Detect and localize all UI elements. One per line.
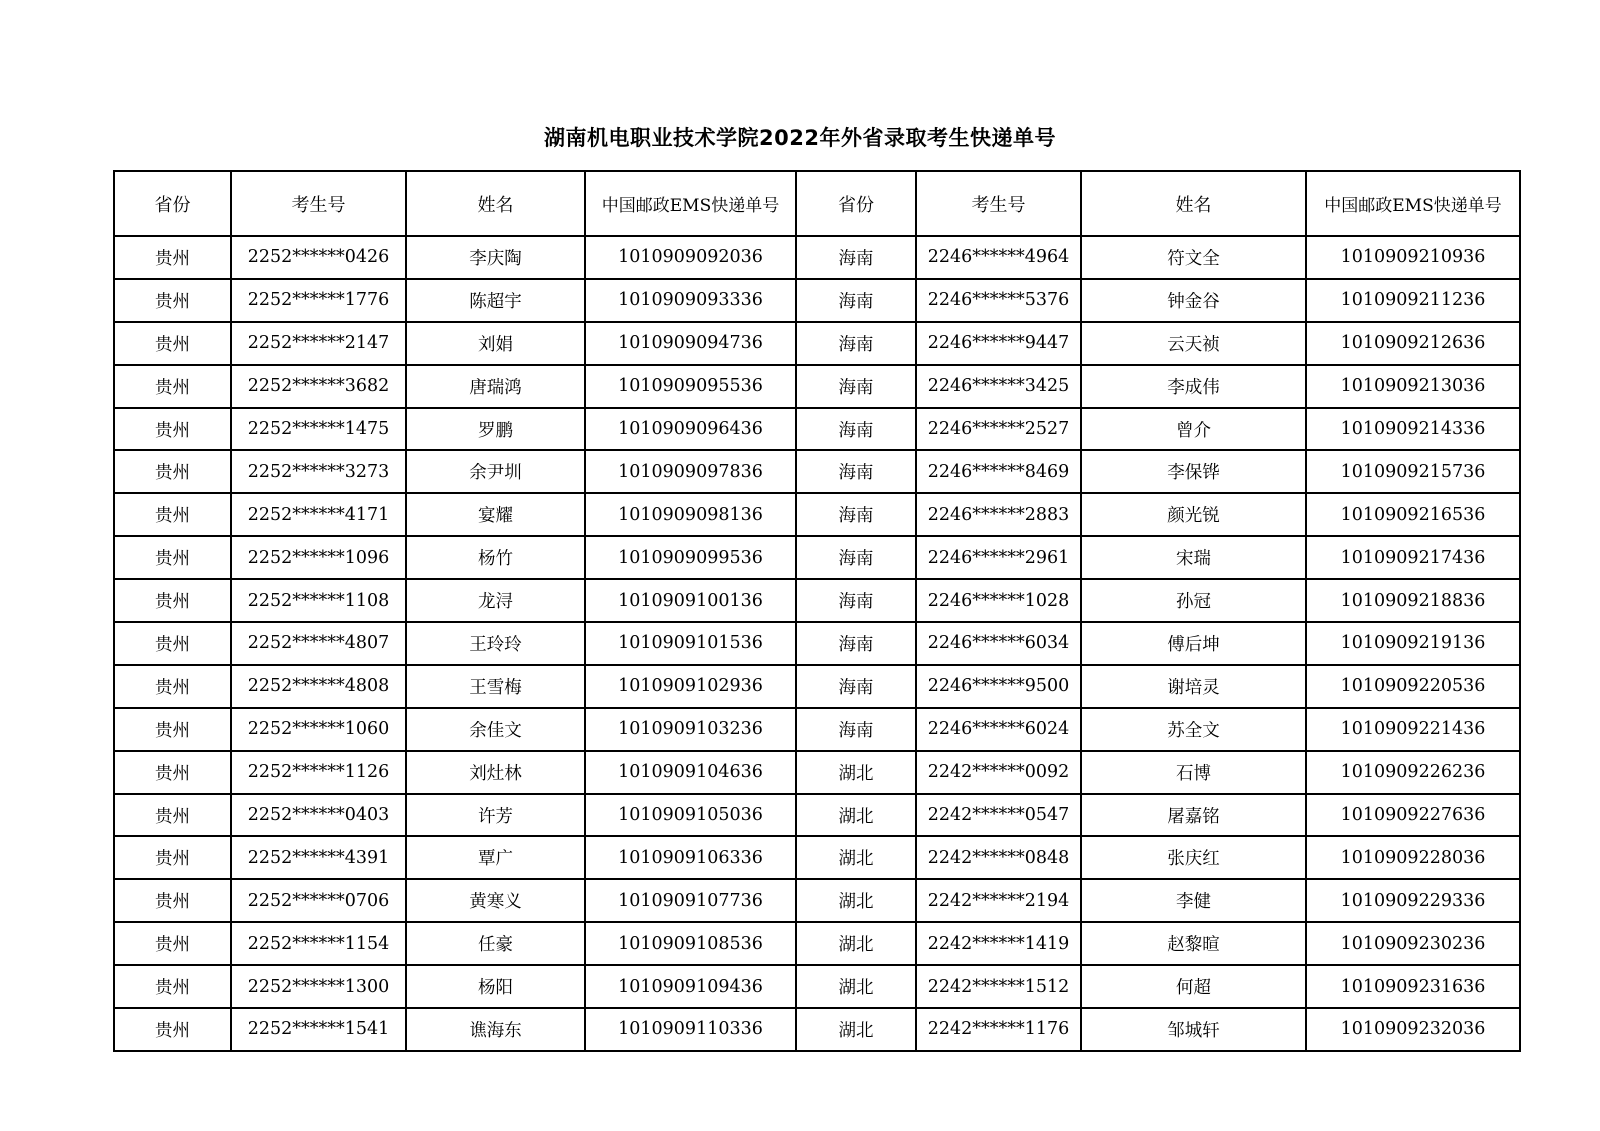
cell-ems-number: 1010909221436 — [1306, 708, 1520, 751]
cell-ems-number: 1010909110336 — [585, 1008, 796, 1051]
cell-ems-number: 1010909097836 — [585, 450, 796, 493]
cell-ems-number: 1010909229336 — [1306, 879, 1520, 922]
cell-ems-number: 1010909216536 — [1306, 493, 1520, 536]
cell-province: 湖北 — [796, 836, 916, 879]
cell-ems-number: 1010909094736 — [585, 322, 796, 365]
cell-exam-number: 2252******4808 — [231, 665, 406, 708]
cell-exam-number: 2252******4171 — [231, 493, 406, 536]
cell-province: 贵州 — [114, 708, 231, 751]
cell-name: 宋瑞 — [1081, 536, 1306, 579]
cell-exam-number: 2252******1541 — [231, 1008, 406, 1051]
cell-exam-number: 2252******4807 — [231, 622, 406, 665]
cell-name: 杨阳 — [406, 965, 585, 1008]
cell-province: 湖北 — [796, 1008, 916, 1051]
cell-ems-number: 1010909210936 — [1306, 236, 1520, 279]
cell-exam-number: 2252******0706 — [231, 879, 406, 922]
cell-exam-number: 2252******1060 — [231, 708, 406, 751]
table-row — [114, 665, 1520, 708]
table-row — [114, 408, 1520, 451]
cell-province: 海南 — [796, 408, 916, 451]
cell-exam-number: 2252******0426 — [231, 236, 406, 279]
header-ems-number: 中国邮政EMS快递单号 — [585, 171, 796, 236]
cell-ems-number: 1010909227636 — [1306, 794, 1520, 837]
cell-ems-number: 1010909218836 — [1306, 579, 1520, 622]
cell-exam-number: 2242******0547 — [916, 794, 1081, 837]
cell-name: 张庆红 — [1081, 836, 1306, 879]
cell-name: 任豪 — [406, 922, 585, 965]
cell-name: 王雪梅 — [406, 665, 585, 708]
cell-province: 海南 — [796, 450, 916, 493]
cell-exam-number: 2246******8469 — [916, 450, 1081, 493]
table-row — [114, 365, 1520, 408]
cell-name: 余佳文 — [406, 708, 585, 751]
cell-exam-number: 2252******3273 — [231, 450, 406, 493]
cell-ems-number: 1010909212636 — [1306, 322, 1520, 365]
cell-name: 石博 — [1081, 751, 1306, 794]
cell-name: 刘娟 — [406, 322, 585, 365]
cell-province: 贵州 — [114, 836, 231, 879]
cell-ems-number: 1010909092036 — [585, 236, 796, 279]
cell-ems-number: 1010909211236 — [1306, 279, 1520, 322]
cell-province: 贵州 — [114, 665, 231, 708]
table-row — [114, 879, 1520, 922]
cell-exam-number: 2246******2527 — [916, 408, 1081, 451]
cell-name: 邹城轩 — [1081, 1008, 1306, 1051]
cell-ems-number: 1010909107736 — [585, 879, 796, 922]
header-ems-number: 中国邮政EMS快递单号 — [1306, 171, 1520, 236]
table-row — [114, 1008, 1520, 1051]
cell-exam-number: 2242******0848 — [916, 836, 1081, 879]
cell-name: 云天祯 — [1081, 322, 1306, 365]
cell-province: 湖北 — [796, 751, 916, 794]
cell-ems-number: 1010909230236 — [1306, 922, 1520, 965]
table-row — [114, 536, 1520, 579]
table-row — [114, 794, 1520, 837]
table-row — [114, 322, 1520, 365]
table-row — [114, 922, 1520, 965]
cell-province: 海南 — [796, 365, 916, 408]
cell-exam-number: 2246******4964 — [916, 236, 1081, 279]
cell-ems-number: 1010909093336 — [585, 279, 796, 322]
cell-province: 海南 — [796, 579, 916, 622]
cell-ems-number: 1010909106336 — [585, 836, 796, 879]
cell-province: 贵州 — [114, 279, 231, 322]
cell-ems-number: 1010909103236 — [585, 708, 796, 751]
cell-name: 龙浔 — [406, 579, 585, 622]
cell-province: 湖北 — [796, 922, 916, 965]
cell-name: 屠嘉铭 — [1081, 794, 1306, 837]
cell-exam-number: 2246******9447 — [916, 322, 1081, 365]
table-row — [114, 493, 1520, 536]
cell-exam-number: 2246******6034 — [916, 622, 1081, 665]
cell-exam-number: 2242******1176 — [916, 1008, 1081, 1051]
cell-name: 陈超宇 — [406, 279, 585, 322]
table-row — [114, 708, 1520, 751]
cell-province: 贵州 — [114, 794, 231, 837]
cell-province: 海南 — [796, 322, 916, 365]
cell-name: 李庆陶 — [406, 236, 585, 279]
cell-exam-number: 2246******9500 — [916, 665, 1081, 708]
express-number-table — [113, 170, 1521, 1052]
cell-ems-number: 1010909232036 — [1306, 1008, 1520, 1051]
cell-province: 贵州 — [114, 450, 231, 493]
cell-province: 海南 — [796, 279, 916, 322]
cell-ems-number: 1010909104636 — [585, 751, 796, 794]
cell-province: 贵州 — [114, 1008, 231, 1051]
cell-province: 贵州 — [114, 365, 231, 408]
cell-exam-number: 2242******1419 — [916, 922, 1081, 965]
cell-exam-number: 2242******1512 — [916, 965, 1081, 1008]
header-exam-number: 考生号 — [916, 171, 1081, 236]
cell-exam-number: 2246******2961 — [916, 536, 1081, 579]
cell-name: 谯海东 — [406, 1008, 585, 1051]
cell-name: 何超 — [1081, 965, 1306, 1008]
cell-province: 海南 — [796, 493, 916, 536]
cell-name: 李成伟 — [1081, 365, 1306, 408]
table-row — [114, 450, 1520, 493]
cell-province: 贵州 — [114, 536, 231, 579]
cell-exam-number: 2252******0403 — [231, 794, 406, 837]
cell-province: 贵州 — [114, 922, 231, 965]
header-name: 姓名 — [1081, 171, 1306, 236]
cell-ems-number: 1010909108536 — [585, 922, 796, 965]
cell-province: 贵州 — [114, 579, 231, 622]
cell-exam-number: 2246******5376 — [916, 279, 1081, 322]
cell-province: 贵州 — [114, 879, 231, 922]
cell-exam-number: 2252******3682 — [231, 365, 406, 408]
cell-ems-number: 1010909099536 — [585, 536, 796, 579]
cell-province: 海南 — [796, 536, 916, 579]
cell-province: 贵州 — [114, 408, 231, 451]
cell-name: 钟金谷 — [1081, 279, 1306, 322]
cell-province: 贵州 — [114, 236, 231, 279]
cell-exam-number: 2252******1776 — [231, 279, 406, 322]
cell-ems-number: 1010909095536 — [585, 365, 796, 408]
cell-exam-number: 2252******4391 — [231, 836, 406, 879]
cell-name: 傅后坤 — [1081, 622, 1306, 665]
table-row — [114, 965, 1520, 1008]
cell-exam-number: 2242******0092 — [916, 751, 1081, 794]
cell-exam-number: 2252******1126 — [231, 751, 406, 794]
cell-province: 海南 — [796, 708, 916, 751]
document-title: 湖南机电职业技术学院2022年外省录取考生快递单号 — [544, 126, 1056, 150]
cell-province: 海南 — [796, 622, 916, 665]
cell-province: 海南 — [796, 236, 916, 279]
cell-province: 湖北 — [796, 879, 916, 922]
cell-province: 湖北 — [796, 965, 916, 1008]
cell-ems-number: 1010909109436 — [585, 965, 796, 1008]
cell-ems-number: 1010909217436 — [1306, 536, 1520, 579]
cell-province: 贵州 — [114, 965, 231, 1008]
cell-exam-number: 2246******2883 — [916, 493, 1081, 536]
cell-exam-number: 2246******6024 — [916, 708, 1081, 751]
table-row — [114, 622, 1520, 665]
cell-province: 贵州 — [114, 322, 231, 365]
cell-name: 黄寒义 — [406, 879, 585, 922]
header-name: 姓名 — [406, 171, 585, 236]
table-row — [114, 579, 1520, 622]
cell-name: 罗鹏 — [406, 408, 585, 451]
header-exam-number: 考生号 — [231, 171, 406, 236]
cell-ems-number: 1010909105036 — [585, 794, 796, 837]
cell-province: 贵州 — [114, 493, 231, 536]
cell-province: 贵州 — [114, 751, 231, 794]
cell-exam-number: 2246******3425 — [916, 365, 1081, 408]
cell-name: 李保铧 — [1081, 450, 1306, 493]
cell-exam-number: 2242******2194 — [916, 879, 1081, 922]
cell-ems-number: 1010909228036 — [1306, 836, 1520, 879]
cell-name: 王玲玲 — [406, 622, 585, 665]
cell-name: 宴耀 — [406, 493, 585, 536]
cell-name: 杨竹 — [406, 536, 585, 579]
cell-ems-number: 1010909226236 — [1306, 751, 1520, 794]
cell-ems-number: 1010909100136 — [585, 579, 796, 622]
cell-exam-number: 2252******1108 — [231, 579, 406, 622]
cell-ems-number: 1010909231636 — [1306, 965, 1520, 1008]
header-province: 省份 — [796, 171, 916, 236]
table-row — [114, 836, 1520, 879]
cell-exam-number: 2252******1154 — [231, 922, 406, 965]
cell-name: 覃广 — [406, 836, 585, 879]
table-row — [114, 279, 1520, 322]
cell-name: 刘灶林 — [406, 751, 585, 794]
header-row — [114, 171, 1520, 236]
cell-ems-number: 1010909096436 — [585, 408, 796, 451]
header-province: 省份 — [114, 171, 231, 236]
cell-name: 孙冠 — [1081, 579, 1306, 622]
cell-ems-number: 1010909213036 — [1306, 365, 1520, 408]
cell-ems-number: 1010909102936 — [585, 665, 796, 708]
cell-exam-number: 2246******1028 — [916, 579, 1081, 622]
cell-ems-number: 1010909214336 — [1306, 408, 1520, 451]
cell-name: 赵黎暄 — [1081, 922, 1306, 965]
cell-name: 曾介 — [1081, 408, 1306, 451]
cell-name: 余尹圳 — [406, 450, 585, 493]
cell-name: 颜光锐 — [1081, 493, 1306, 536]
cell-name: 许芳 — [406, 794, 585, 837]
table-row — [114, 236, 1520, 279]
cell-ems-number: 1010909219136 — [1306, 622, 1520, 665]
cell-exam-number: 2252******1475 — [231, 408, 406, 451]
cell-name: 李健 — [1081, 879, 1306, 922]
cell-exam-number: 2252******1096 — [231, 536, 406, 579]
cell-province: 湖北 — [796, 794, 916, 837]
cell-name: 谢培灵 — [1081, 665, 1306, 708]
cell-ems-number: 1010909098136 — [585, 493, 796, 536]
cell-name: 唐瑞鸿 — [406, 365, 585, 408]
cell-ems-number: 1010909215736 — [1306, 450, 1520, 493]
cell-exam-number: 2252******1300 — [231, 965, 406, 1008]
cell-ems-number: 1010909101536 — [585, 622, 796, 665]
cell-province: 贵州 — [114, 622, 231, 665]
cell-name: 符文全 — [1081, 236, 1306, 279]
cell-exam-number: 2252******2147 — [231, 322, 406, 365]
cell-name: 苏全文 — [1081, 708, 1306, 751]
table-row — [114, 751, 1520, 794]
cell-ems-number: 1010909220536 — [1306, 665, 1520, 708]
cell-province: 海南 — [796, 665, 916, 708]
